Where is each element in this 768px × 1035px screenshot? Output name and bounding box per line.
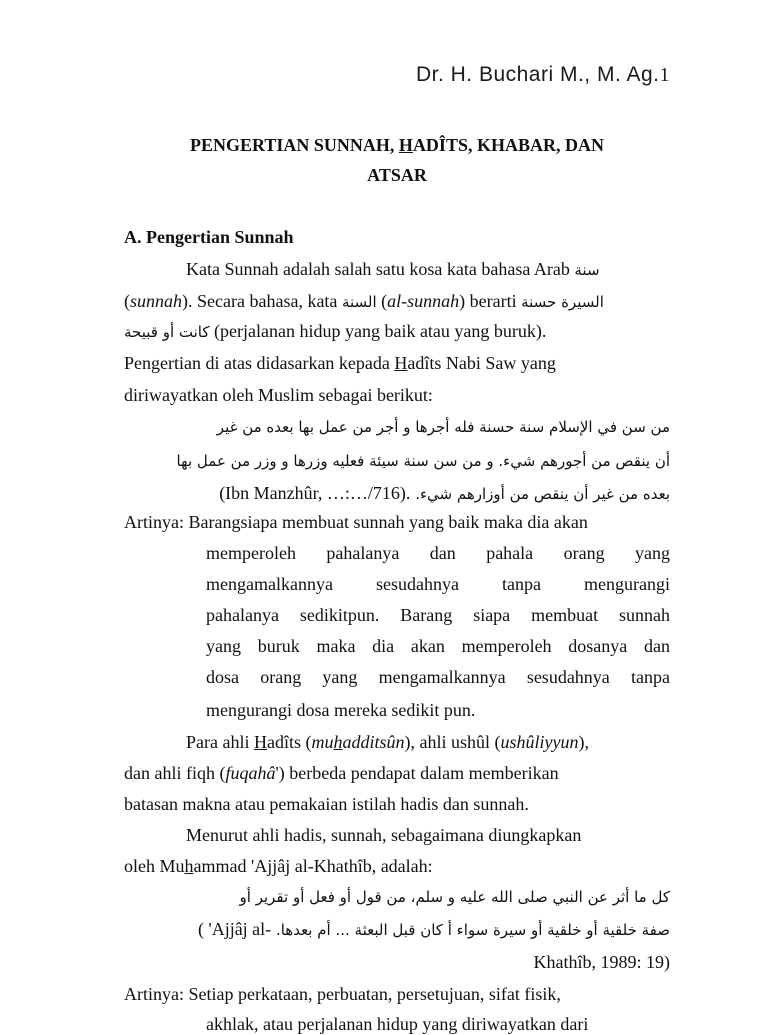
para1-line-1: Kata Sunnah adalah salah satu kosa kata bahasa Arab سنة: [186, 259, 600, 279]
hadith1-reference: (Ibn Manzhûr, …:…/716).: [219, 483, 411, 503]
artinya1-line-6: dosa orang yang mengamalkannya sesudahnya tanpa: [206, 667, 670, 687]
hadith1-line-3: (Ibn Manzhûr, …:…/716). بعده من غير أن ينقص من أوزارهم شيء.: [219, 483, 670, 503]
artinya1-line-4: pahalanya sedikitpun. Barang siapa membuat sunnah: [206, 605, 670, 625]
hadith2-line-1: كل ما أثر عن النبي صلى الله عليه و سلم، من قول أو فعل أو تقرير أو: [239, 888, 670, 906]
para2-line-2: dan ahli fiqh (fuqahâ') berbeda pendapat dalam memberikan: [124, 763, 559, 783]
hadith2-reference-part2: Khathîb, 1989: 19): [533, 952, 670, 972]
section-heading: A. Pengertian Sunnah: [124, 227, 294, 247]
para2-line-3: batasan makna atau pemakaian istilah hadis dan sunnah.: [124, 794, 529, 814]
hadith2-reference-part1: ( 'Ajjâj al-: [197, 919, 272, 939]
hadith1-line-1: من سن في الإسلام سنة حسنة فله أجرها و أجر من عمل بها بعده من غير: [216, 418, 670, 436]
footnote-mark: 1: [659, 64, 670, 86]
hadith2-line-2: ( 'Ajjâj al- صفة خلقية أو خلقية أو سيرة سواء أ كان قبل البعثة ... أم بعدها.: [197, 919, 670, 939]
para3-line-2: oleh Muhammad 'Ajjâj al-Khathîb, adalah:: [124, 856, 433, 876]
document-title: [124, 130, 670, 190]
artinya1-line-2: memperoleh pahalanya dan pahala orang yang: [206, 543, 670, 563]
para1-line-4: Pengertian di atas didasarkan kepada Hadîts Nabi Saw yang: [124, 353, 556, 373]
para1-line-3: كانت أو قبيحة (perjalanan hidup yang baik atau yang buruk).: [124, 321, 547, 341]
artinya-label: Artinya:: [124, 984, 189, 1004]
artinya-label: Artinya:: [124, 512, 189, 532]
artinya1-line-7: mengurangi dosa mereka sedikit pun.: [206, 700, 476, 720]
para1-line-5: diriwayatkan oleh Muslim sebagai berikut:: [124, 385, 433, 405]
artinya2-line-1: Artinya: Setiap perkataan, perbuatan, persetujuan, sifat fisik,: [124, 984, 561, 1004]
artinya1-line-1: Artinya: Barangsiapa membuat sunnah yang baik maka dia akan: [124, 512, 588, 532]
para1-line-2: (sunnah). Secara bahasa, kata السنة (al-sunnah) berarti السيرة حسنة: [124, 291, 604, 311]
artinya1-line-3: mengamalkannya sesudahnya tanpa mengurangi: [206, 574, 670, 594]
hadith1-line-2: أن ينقص من أجورهم شيء. و من سن سنة سيئة فعليه وزرها و وزر من عمل بها: [176, 452, 670, 470]
para2-line-1: Para ahli Hadîts (muhadditsûn), ahli ushûl (ushûliyyun),: [186, 732, 589, 752]
author-header: [416, 63, 670, 87]
artinya2-line-2: akhlak, atau perjalanan hidup yang diriwayatkan dari: [206, 1014, 589, 1034]
title-line-1: PENGERTIAN SUNNAH, HADÎTS, KHABAR, DAN: [190, 135, 604, 155]
para3-line-1: Menurut ahli hadis, sunnah, sebagaimana diungkapkan: [186, 825, 582, 845]
title-line-2: ATSAR: [367, 165, 427, 185]
author-name: Dr. H. Buchari M., M. Ag.: [415, 63, 660, 86]
artinya1-line-5: yang buruk maka dia akan memperoleh dosanya dan: [206, 636, 670, 656]
